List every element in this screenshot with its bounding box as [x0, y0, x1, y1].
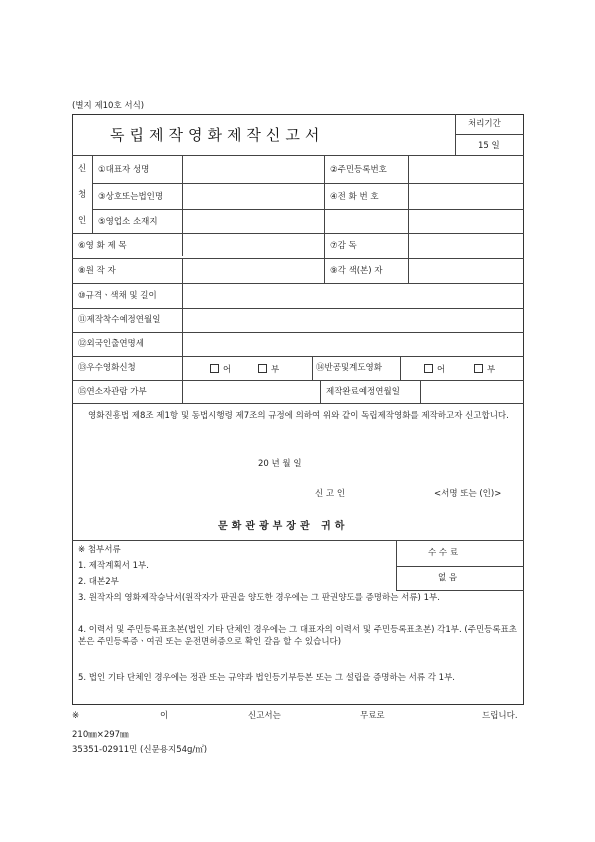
resident-no-label: ②주민등록번호	[330, 165, 387, 175]
foreign-cast-label: ⑫외국인출연명세	[78, 339, 144, 349]
declaration-text: 영화진흥법 제8조 제1항 및 동법시행령 제7조의 규정에 의하여 위와 같이 독립제작영화를 제작하고자 신고합니다.	[88, 411, 509, 421]
checkbox-icon[interactable]	[424, 364, 433, 373]
minor-viewing-label: ⑮연소자관람 가부	[78, 387, 147, 397]
excellent-yes-option[interactable]: 어	[210, 364, 231, 375]
attachment-item-1: 1. 제작계획서 1부.	[78, 561, 149, 571]
form-reference: (별지 제10호 서식)	[72, 101, 145, 111]
applicant-label-1: 신	[78, 164, 87, 174]
anti-communist-no-option[interactable]: 부	[474, 364, 495, 375]
screenplay-label: ⑨각 색(본) 자	[330, 266, 383, 276]
notice-word-2: 신고서는	[248, 711, 281, 721]
checkbox-icon[interactable]	[210, 364, 219, 373]
addressee: 문화관광부장관 귀하	[218, 521, 349, 532]
attachments-header: ※ 첨부서류	[78, 545, 121, 555]
anti-communist-label: ⑭반공및계도영화	[316, 363, 382, 373]
applicant-label-3: 인	[78, 216, 87, 226]
notice-word-1: 이	[160, 711, 169, 721]
original-author-label: ⑧원 작 자	[78, 266, 116, 276]
attachment-item-4: 4. 이력서 및 주민등록표초본(법인 기타 단체인 경우에는 그 대표자의 이력서 및 주민등록표초본) 각1부. (주민등록표초본은 주민등록증ㆍ여권 또는 운전면허증으로 확인 갈음 할 수 있습니다)	[78, 625, 518, 648]
form-title: 독립제작영화제작신고서	[110, 126, 325, 144]
date-line: 20 년 월 일	[258, 459, 302, 469]
attachment-item-5: 5. 법인 기타 단체인 경우에는 정관 또는 규약과 법인등기부등본 또는 그 설립을 증명하는 서류 각 1부.	[78, 673, 455, 683]
production-done-label: 제작완료예정연월일	[326, 387, 400, 397]
spec-label: ⑩규격ㆍ색채 및 길이	[78, 291, 157, 301]
paper-size: 210㎜×297㎜	[72, 730, 129, 740]
notice-word-3: 무료로	[360, 711, 385, 721]
reporter-label: 신 고 인	[315, 489, 346, 499]
notice-word-4: 드립니다.	[482, 711, 518, 721]
attachment-item-3: 3. 원작자의 영화제작승낙서(원작자가 판권을 양도한 경우에는 그 판권양도를 증명하는 서류) 1부.	[78, 593, 440, 603]
office-address-label: ⑤영업소 소재지	[98, 217, 158, 227]
production-start-label: ⑪제작착수예정연월일	[78, 315, 161, 325]
checkbox-icon[interactable]	[474, 364, 483, 373]
processing-period-label: 처리기간	[468, 119, 501, 129]
phone-label: ④전 화 번 호	[330, 192, 379, 202]
anti-communist-yes-option[interactable]: 어	[424, 364, 445, 375]
excellent-film-label: ⑬우수영화신청	[78, 363, 136, 373]
notice-mark: ※	[72, 711, 80, 721]
film-title-label: ⑥영 화 제 목	[78, 241, 127, 251]
checkbox-icon[interactable]	[258, 364, 267, 373]
signature-label: <서명 또는 (인)>	[434, 489, 502, 499]
attachment-item-2: 2. 대본2부	[78, 577, 119, 587]
fee-value: 없 음	[438, 573, 458, 583]
excellent-no-option[interactable]: 부	[258, 364, 279, 375]
fee-label: 수 수 료	[428, 548, 459, 558]
rep-name-label: ①대표자 성명	[98, 165, 150, 175]
paper-code: 35351-02911민 (신문용지54g/㎡)	[72, 745, 208, 755]
director-label: ⑦감 독	[330, 241, 357, 251]
company-name-label: ③상호또는법인명	[98, 192, 164, 202]
processing-period-value: 15 일	[478, 141, 500, 151]
applicant-label-2: 청	[78, 190, 87, 200]
